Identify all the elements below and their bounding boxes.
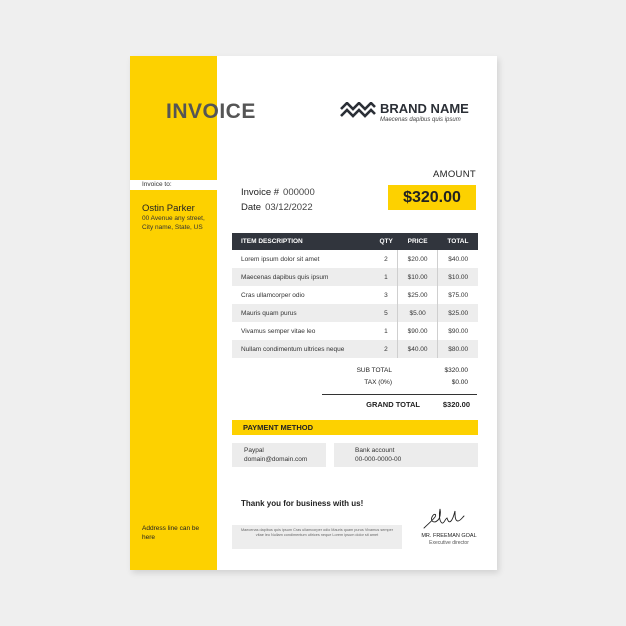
header-price: PRICE bbox=[397, 233, 438, 250]
item-qty: 1 bbox=[375, 268, 397, 286]
header-qty: QTY bbox=[375, 233, 397, 250]
invoice-number: 000000 bbox=[283, 187, 315, 198]
header-description: ITEM DESCRIPTION bbox=[232, 233, 375, 250]
item-price: $10.00 bbox=[397, 268, 438, 286]
table-row bbox=[232, 304, 478, 322]
item-total: $10.00 bbox=[438, 268, 478, 286]
chevron-waves-icon bbox=[340, 102, 376, 122]
item-qty: 3 bbox=[375, 286, 397, 304]
item-description: Nullam condimentum ultrices neque bbox=[232, 340, 375, 358]
item-description: Cras ullamcorper odio bbox=[241, 291, 305, 299]
item-qty: 1 bbox=[375, 322, 397, 340]
item-total: $80.00 bbox=[438, 340, 478, 358]
subtotal-label: SUB TOTAL bbox=[356, 367, 392, 374]
payment-method-title: PAYMENT METHOD bbox=[243, 423, 314, 432]
brand-name: BRAND NAME bbox=[380, 101, 469, 116]
item-description: Maecenas dapibus quis ipsum bbox=[232, 268, 375, 286]
grand-total-value: $320.00 bbox=[442, 400, 470, 409]
item-total: $25.00 bbox=[438, 304, 478, 322]
invoice-title: INVOICE bbox=[166, 100, 256, 123]
table-row bbox=[232, 268, 478, 286]
item-price: $20.00 bbox=[397, 250, 438, 268]
items-table bbox=[232, 233, 478, 358]
amount-label: AMOUNT bbox=[433, 169, 476, 180]
invoice-to-label: Invoice to: bbox=[130, 180, 217, 190]
signature-image bbox=[422, 504, 466, 532]
client-name: Ostin Parker bbox=[142, 203, 195, 214]
signer-role: Executive director bbox=[429, 540, 469, 546]
table-row bbox=[232, 250, 478, 268]
thank-you-message: Thank you for business with us! bbox=[241, 499, 364, 508]
invoice-number-label: Invoice # bbox=[241, 187, 280, 198]
item-description: Vivamus semper vitae leo bbox=[241, 327, 316, 335]
item-total: $40.00 bbox=[448, 255, 469, 263]
paypal-box bbox=[232, 443, 326, 467]
yellow-sidebar bbox=[130, 56, 217, 570]
brand-tagline: Maecenas dapibus quis ipsum bbox=[380, 117, 461, 123]
items-header-row bbox=[232, 233, 478, 250]
grand-total-label: GRAND TOTAL bbox=[366, 400, 420, 409]
header-total: TOTAL bbox=[438, 233, 478, 250]
table-row bbox=[232, 340, 478, 358]
invoice-date-label: Date bbox=[241, 202, 262, 213]
bank-label: Bank account bbox=[355, 447, 395, 454]
item-qty: 2 bbox=[375, 340, 397, 358]
paypal-value: domain@domain.com bbox=[244, 456, 308, 463]
subtotal-value: $320.00 bbox=[444, 367, 468, 374]
tax-value: $0.00 bbox=[451, 379, 468, 386]
item-price: $40.00 bbox=[397, 340, 438, 358]
table-row bbox=[232, 286, 478, 304]
bank-box bbox=[334, 443, 478, 467]
bank-value: 00-000-0000-00 bbox=[355, 456, 402, 463]
item-price: $90.00 bbox=[397, 322, 438, 340]
item-qty: 5 bbox=[375, 304, 397, 322]
paypal-label: Paypal bbox=[244, 447, 264, 454]
tax-label: TAX (0%) bbox=[364, 379, 392, 386]
fine-print: Maecenas dapibus quis ipsum Cras ullamcorper odio Mauris quam purus Vivamus semper vitae leo Nullam condimentum ultrices neque Lorem ipsum dolor sit amet bbox=[232, 525, 402, 549]
item-description: Lorem ipsum dolor sit amet bbox=[241, 255, 320, 263]
invoice-page bbox=[130, 56, 497, 570]
totals-divider bbox=[322, 394, 477, 395]
invoice-number-line bbox=[241, 187, 315, 198]
item-total: $75.00 bbox=[448, 291, 469, 299]
table-row bbox=[232, 322, 478, 340]
item-price: $5.00 bbox=[397, 304, 438, 322]
signer-name: MR. FREEMAN GOAL bbox=[421, 533, 477, 539]
invoice-date-line bbox=[241, 202, 313, 213]
item-description: Mauris quam purus bbox=[232, 304, 375, 322]
item-price: $25.00 bbox=[397, 286, 438, 304]
client-address: 00 Avenue any street, City name, State, US bbox=[142, 215, 205, 231]
amount-value: $320.00 bbox=[388, 185, 476, 210]
item-total: $90.00 bbox=[448, 327, 469, 335]
invoice-date: 03/12/2022 bbox=[265, 202, 313, 213]
sidebar-address-line: Address line can be here bbox=[142, 525, 200, 541]
payment-method-bar bbox=[232, 420, 478, 435]
item-qty: 2 bbox=[375, 250, 397, 268]
